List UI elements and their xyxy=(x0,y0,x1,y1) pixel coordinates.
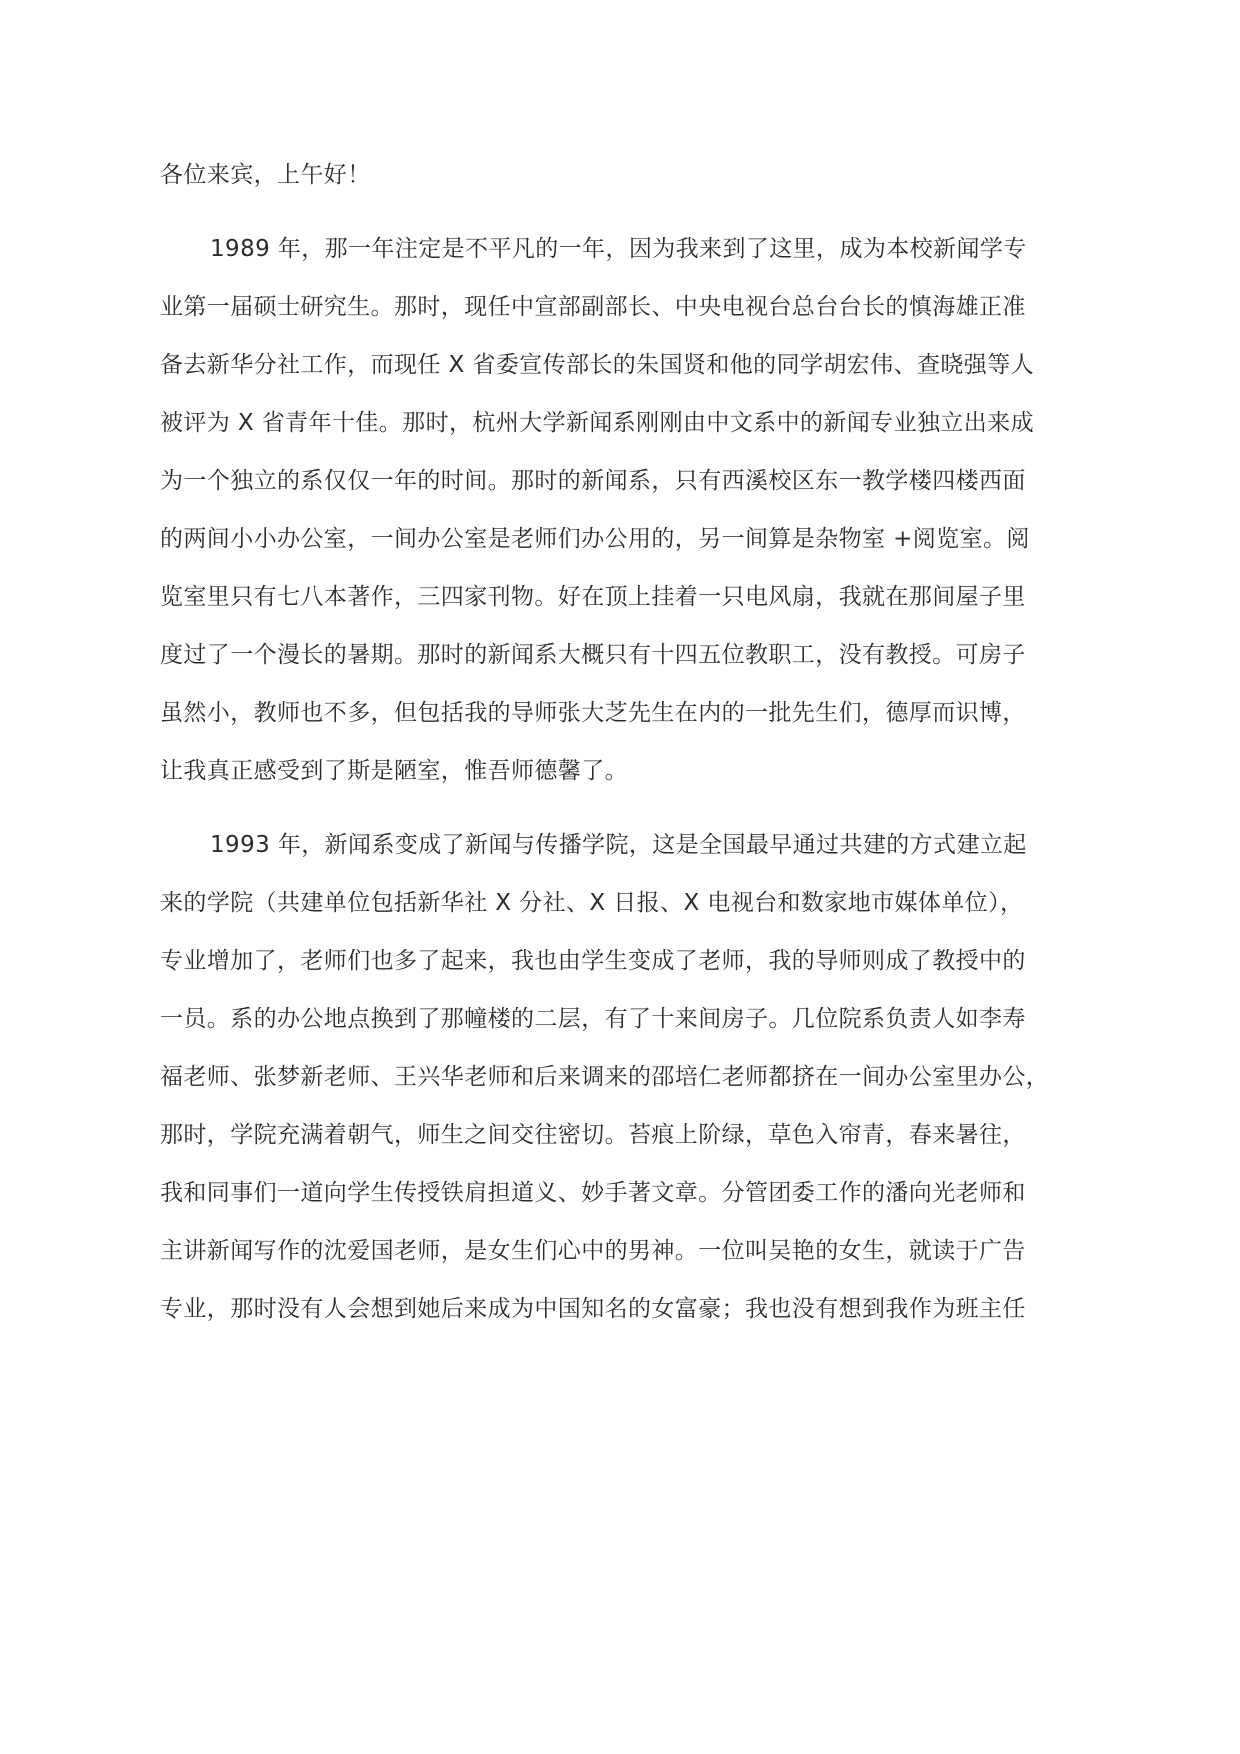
text-line: 虽然小，教师也不多，但包括我的导师张大芝先生在内的一批先生们，德厚而识博， xyxy=(160,700,1026,726)
text-line: 览室里只有七八本著作，三四家刊物。好在顶上挂着一只电风扇，我就在那间屋子里 xyxy=(160,584,1026,610)
text-line: 我和同事们一道向学生传授铁肩担道义、妙手著文章。分管团委工作的潘向光老师和 xyxy=(160,1180,1026,1206)
text-line: 度过了一个漫长的暑期。那时的新闻系大概只有十四五位教职工，没有教授。可房子 xyxy=(160,642,1026,668)
text-line: 来的学院（共建单位包括新华社 X 分社、X 日报、X 电视台和数家地市媒体单位）， xyxy=(160,890,1024,916)
text-line: 专业，那时没有人会想到她后来成为中国知名的女富豪；我也没有想到我作为班主任 xyxy=(160,1296,1026,1322)
text-line: 福老师、张梦新老师、王兴华老师和后来调来的邵培仁老师都挤在一间办公室里办公， xyxy=(160,1064,1050,1090)
text-line: 那时，学院充满着朝气，师生之间交往密切。苔痕上阶绿，草色入帘青，春来暑往， xyxy=(160,1122,1026,1148)
text-line: 的两间小小办公室，一间办公室是老师们办公用的，另一间算是杂物室 +阅览室。阅 xyxy=(160,526,1030,552)
text-line: 1989 年，那一年注定是不平凡的一年，因为我来到了这里，成为本校新闻学专 xyxy=(210,236,1027,262)
text-line: 为一个独立的系仅仅一年的时间。那时的新闻系，只有西溪校区东一教学楼四楼西面 xyxy=(160,468,1026,494)
greeting-line: 各位来宾，上午好！ xyxy=(160,162,371,188)
text-line: 主讲新闻写作的沈爱国老师，是女生们心中的男神。一位叫吴艳的女生，就读于广告 xyxy=(160,1238,1026,1264)
text-line: 被评为 X 省青年十佳。那时，杭州大学新闻系刚刚由中文系中的新闻专业独立出来成 xyxy=(160,410,1034,436)
text-line: 备去新华分社工作，而现任 X 省委宣传部长的朱国贤和他的同学胡宏伟、查晓强等人 xyxy=(160,352,1034,378)
text-line: 一员。系的办公地点换到了那幢楼的二层，有了十来间房子。几位院系负责人如李寿 xyxy=(160,1006,1026,1032)
text-line: 让我真正感受到了斯是陋室，惟吾师德馨了。 xyxy=(160,758,628,784)
text-line: 专业增加了，老师们也多了起来，我也由学生变成了老师，我的导师则成了教授中的 xyxy=(160,948,1026,974)
text-line: 业第一届硕士研究生。那时，现任中宣部副部长、中央电视台总台台长的慎海雄正准 xyxy=(160,294,1026,320)
text-line: 1993 年，新闻系变成了新闻与传播学院，这是全国最早通过共建的方式建立起 xyxy=(210,832,1027,858)
